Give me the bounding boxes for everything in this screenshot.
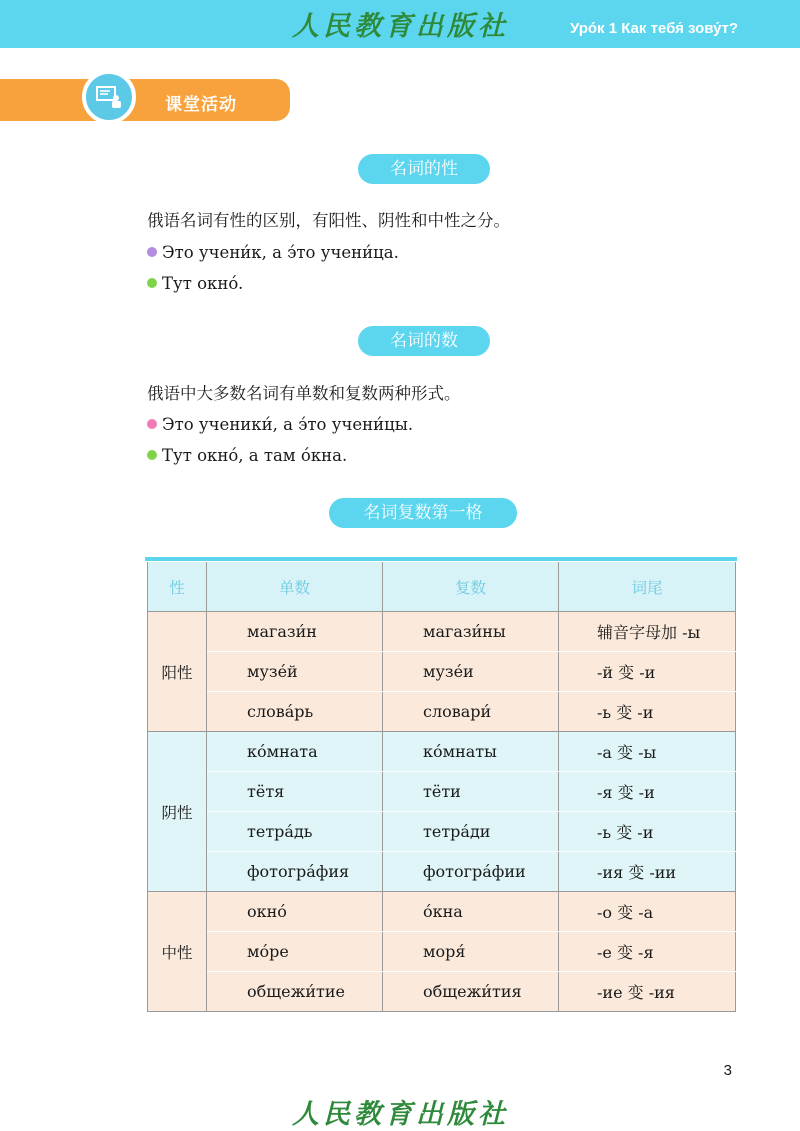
example-text: Это ученики́, а э́то учени́цы. xyxy=(162,415,414,434)
example-text: Тут окнó, а там óкна. xyxy=(162,446,348,465)
singular-cell: фотогра́фия xyxy=(207,852,383,892)
ending-cell: -я 变 -и xyxy=(559,772,736,812)
singular-cell: тетра́дь xyxy=(207,812,383,852)
ending-cell: -ь 变 -и xyxy=(559,692,736,732)
plural-cell: тетра́ди xyxy=(383,812,559,852)
section-title-number: 名词的数 xyxy=(358,326,490,356)
green-bullet-icon xyxy=(147,450,157,460)
table-row xyxy=(148,772,736,812)
ending-cell: -ия 变 -ии xyxy=(559,852,736,892)
pink-bullet-icon xyxy=(147,419,157,429)
singular-cell: кóмната xyxy=(207,732,383,772)
singular-cell: мóре xyxy=(207,932,383,972)
gender-cell-feminine: 阴性 xyxy=(148,732,207,892)
singular-cell: общежи́тие xyxy=(207,972,383,1012)
paragraph-number: 俄语中大多数名词有单数和复数两种形式。 xyxy=(147,384,461,403)
example-item xyxy=(147,274,243,293)
example-item xyxy=(147,446,347,465)
plural-cell: магази́ны xyxy=(383,612,559,652)
table-row xyxy=(148,692,736,732)
ending-cell: 辅音字母加 -ы xyxy=(559,612,736,652)
table-row xyxy=(148,932,736,972)
table-top-rule xyxy=(145,557,737,561)
header-gender: 性 xyxy=(148,562,207,612)
ending-cell: -е 变 -я xyxy=(559,932,736,972)
paragraph-gender: 俄语名词有性的区别，有阳性、阴性和中性之分。 xyxy=(147,211,510,230)
ending-cell: -о 变 -а xyxy=(559,892,736,932)
lesson-title: Урóк 1 Как тебя́ зову́т? xyxy=(569,20,738,37)
plural-cell: моря́ xyxy=(383,932,559,972)
singular-cell: тётя xyxy=(207,772,383,812)
singular-cell: слова́рь xyxy=(207,692,383,732)
gender-cell-masculine: 阳性 xyxy=(148,612,207,732)
ending-cell: -а 变 -ы xyxy=(559,732,736,772)
header-singular: 单数 xyxy=(207,562,383,612)
table-row xyxy=(148,732,736,772)
header-plural: 复数 xyxy=(383,562,559,612)
table-row xyxy=(148,852,736,892)
ending-cell: -ие 变 -ия xyxy=(559,972,736,1012)
page-number: 3 xyxy=(723,1062,732,1079)
gender-cell-neuter: 中性 xyxy=(148,892,207,1012)
plural-cell: óкна xyxy=(383,892,559,932)
table-row xyxy=(148,892,736,932)
publisher-logo-header: 人民教育出版社 xyxy=(292,11,509,42)
table-row xyxy=(148,612,736,652)
plural-cell: словари́ xyxy=(383,692,559,732)
green-bullet-icon xyxy=(147,278,157,288)
header-ending: 词尾 xyxy=(559,562,736,612)
singular-cell: музе́й xyxy=(207,652,383,692)
table-row xyxy=(148,652,736,692)
plural-cell: тёти xyxy=(383,772,559,812)
table-row xyxy=(148,972,736,1012)
plural-cell: фотогра́фии xyxy=(383,852,559,892)
example-text: Это учени́к, а э́то учени́ца. xyxy=(162,243,399,262)
section-title-gender: 名词的性 xyxy=(358,154,490,184)
plural-cell: кóмнаты xyxy=(383,732,559,772)
activity-label: 课堂活动 xyxy=(165,95,237,115)
activity-banner xyxy=(0,79,290,121)
table-header-row xyxy=(148,562,736,612)
ending-cell: -й 变 -и xyxy=(559,652,736,692)
example-text: Тут окнó. xyxy=(162,274,244,293)
example-item xyxy=(147,415,413,434)
plural-cell: общежи́тия xyxy=(383,972,559,1012)
singular-cell: магази́н xyxy=(207,612,383,652)
purple-bullet-icon xyxy=(147,247,157,257)
example-item xyxy=(147,243,399,262)
publisher-logo-footer: 人民教育出版社 xyxy=(292,1099,509,1130)
plural-table xyxy=(147,562,736,1012)
whiteboard-teacher-icon xyxy=(82,70,136,124)
section-title-plural-nominative: 名词复数第一格 xyxy=(329,498,517,528)
plural-cell: музе́и xyxy=(383,652,559,692)
ending-cell: -ь 变 -и xyxy=(559,812,736,852)
table-row xyxy=(148,812,736,852)
singular-cell: окнó xyxy=(207,892,383,932)
